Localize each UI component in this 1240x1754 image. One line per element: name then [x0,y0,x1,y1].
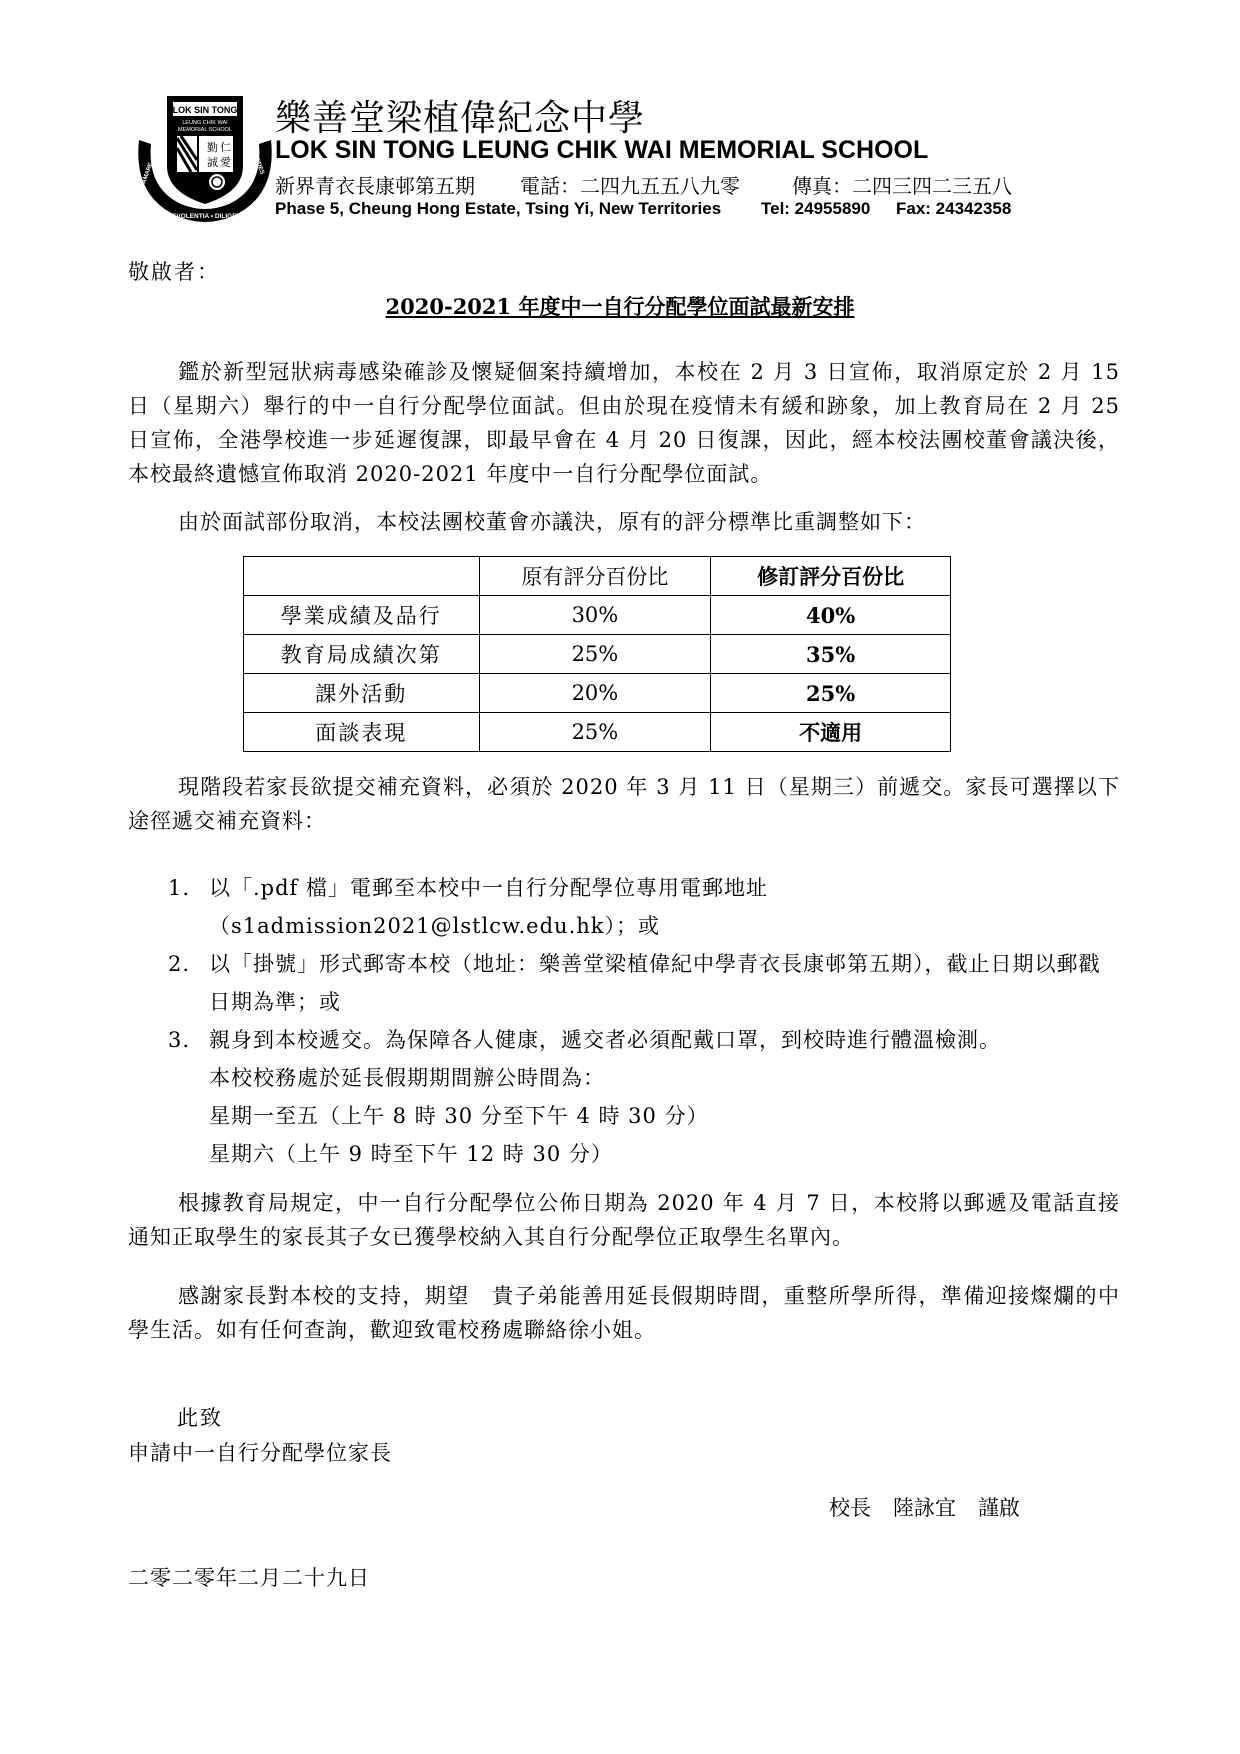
table-header-cell: 原有評分百份比 [479,557,711,596]
crest-char-1: 勤 [207,141,218,154]
table-cell: 25% [479,635,711,674]
signature-closing: 謹啟 [978,1496,1020,1520]
contact-line-cn [275,170,1012,199]
table-cell: 學業成績及品行 [244,596,480,635]
fax-en: Fax: 24342358 [896,199,1012,218]
table-row [244,713,951,752]
signature-name: 陸詠宜 [893,1496,956,1520]
phone-cn: 電話：二四九五五八九零 [520,174,740,198]
table-cell: 35% [711,635,951,674]
school-name-en: LOK SIN TONG LEUNG CHIK WAI MEMORIAL SCHOOL [275,136,929,164]
table-cell: 30% [479,596,711,635]
school-name-cn: 樂善堂梁植偉紀念中學 [275,98,646,139]
crest-char-4: 愛 [220,156,231,169]
scoring-table [243,556,951,752]
office-hours-saturday: 星期六（上午 9 時至下午 12 時 30 分） [209,1142,613,1166]
table-cell: 課外活動 [244,674,480,713]
recipient: 申請中一自行分配學位家長 [128,1441,392,1465]
crest-ring-bottom: BENEVOLENTIA • DILIGENTIA [158,213,252,220]
paragraph-announcement: 根據教育局規定，中一自行分配學位公佈日期為 2020 年 4 月 7 日，本校將以郵遞及電話直接通知正取學生的家長其子女已獲學校納入其自行分配學位正取學生名單內。 [128,1191,1120,1249]
closing-phrase: 此致 [177,1406,223,1430]
paragraph-supplementary: 現階段若家長欲提交補充資料，必須於 2020 年 3 月 11 日（星期三）前遞交。家長可選擇以下途徑遞交補充資料： [128,775,1120,833]
crest-ring-right: FIDES [253,156,265,176]
table-row [244,635,951,674]
contact-line-en [275,199,1011,219]
table-cell: 25% [479,713,711,752]
paragraph-cancellation: 鑑於新型冠狀病毒感染確診及懷疑個案持續增加，本校在 2 月 3 日宣佈，取消原定於 2 月 15 日（星期六）舉行的中一自行分配學位面試。但由於現在疫情未有緩和跡象，加上教育局在 2 月 25 日宣佈，全港學校進一步延遲復課，即最早會在 4 月 20 日復課，因此，經本校法團校董會議決後，本校最終遺憾宣佈取消 2020-2021 年度中一自行分配學位面試。 [128,360,1120,486]
table-cell: 不適用 [711,713,951,752]
table-cell: 20% [479,674,711,713]
table-header-cell [244,557,480,596]
table-cell: 25% [711,674,951,713]
fax-cn: 傳真：二四三四二三五八 [792,174,1012,198]
table-row [244,674,951,713]
address-cn: 新界青衣長康邨第五期 [275,174,475,198]
office-hours-intro: 本校校務處於延長假期期間辦公時間為： [209,1066,605,1090]
office-hours-weekday: 星期一至五（上午 8 時 30 分至下午 4 時 30 分） [209,1104,709,1128]
address-en: Phase 5, Cheung Hong Estate, Tsing Yi, New Territories [275,199,722,218]
school-crest [137,96,273,226]
table-cell: 教育局成績次第 [244,635,480,674]
list-number: 2. [168,952,191,976]
table-row [244,596,951,635]
phone-en: Tel: 24955890 [761,199,871,218]
table-cell: 40% [711,596,951,635]
crest-char-3: 誠 [207,156,218,169]
list-text: 以「掛號」形式郵寄本校（地址：樂善堂梁植偉紀中學青衣長康邨第五期），截止日期以郵戳日期為準；或 [209,952,1101,1014]
crest-banner: LOK SIN TONG [172,105,238,115]
table-header-row [244,557,951,596]
list-number: 3. [168,1028,191,1052]
paragraph-weighting-intro: 由於面試部份取消，本校法團校董會亦議決，原有的評分標準比重調整如下： [178,510,926,534]
signature [829,1492,1020,1522]
crest-line2: LEUNG CHIK WAI [182,120,228,126]
table-header-cell: 修訂評分百份比 [711,557,951,596]
crest-char-2: 仁 [220,141,231,154]
letter-date: 二零二零年二月二十九日 [128,1566,370,1590]
crest-ring-left: AMARE [141,161,155,185]
list-number: 1. [168,876,191,900]
signature-title: 校長 [829,1496,871,1520]
list-text: 親身到本校遞交。為保障各人健康，遞交者必須配戴口罩，到校時進行體溫檢測。 [209,1028,1001,1052]
crest-line3: MEMORIAL SCHOOL [178,127,232,133]
paragraph-thanks: 感謝家長對本校的支持，期望 貴子弟能善用延長假期時間，重整所學所得，準備迎接燦爛的中學生活。如有任何查詢，歡迎致電校務處聯絡徐小姐。 [128,1284,1120,1342]
salutation: 敬啟者： [128,260,220,284]
letter-title: 2020-2021 年度中一自行分配學位面試最新安排 [385,294,855,319]
list-text: 以「.pdf 檔」電郵至本校中一自行分配學位專用電郵地址（s1admission2021@lstlcw.edu.hk）；或 [209,876,769,938]
table-cell: 面談表現 [244,713,480,752]
